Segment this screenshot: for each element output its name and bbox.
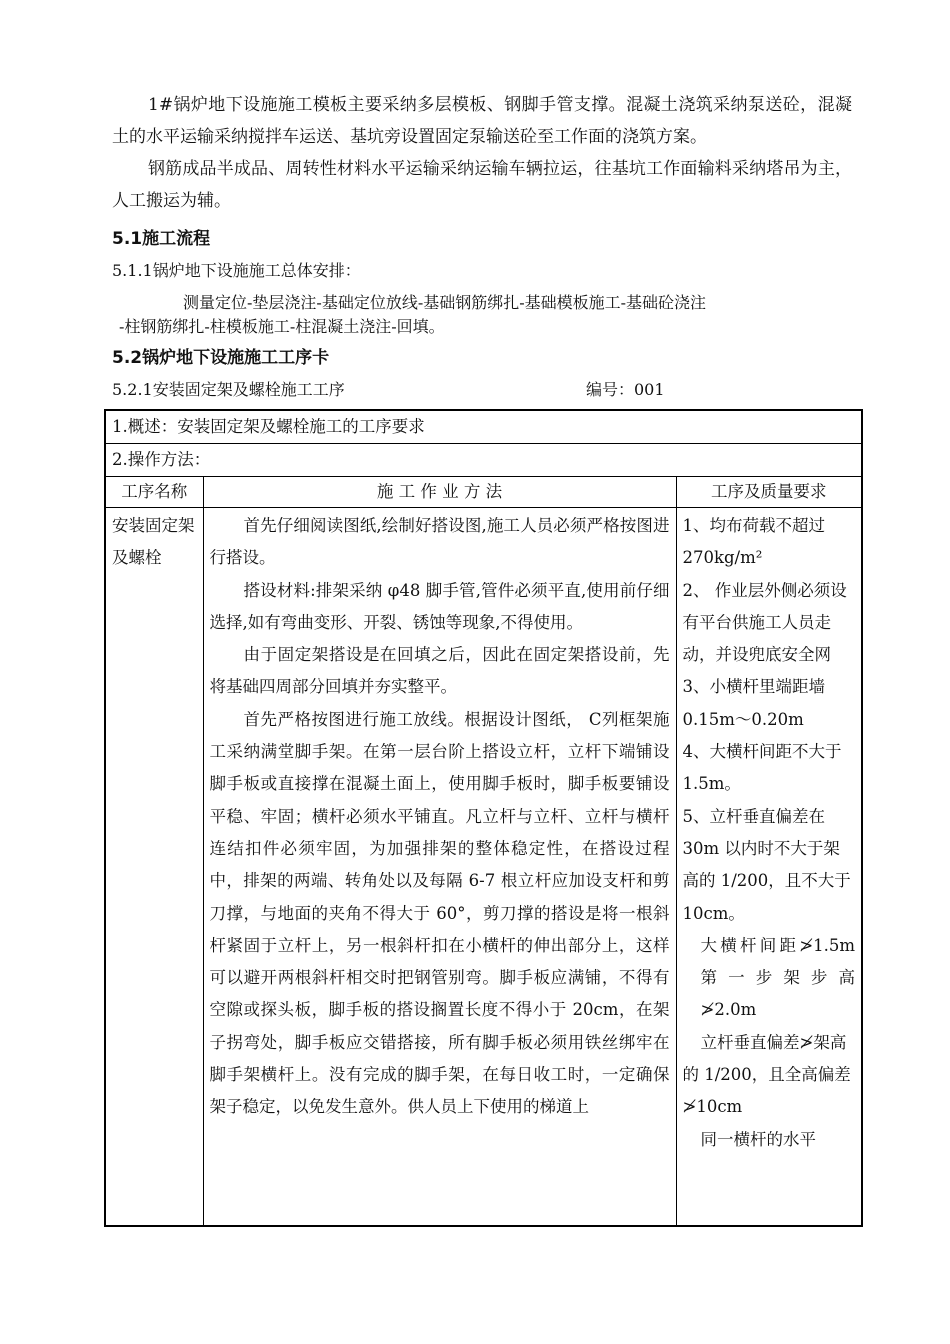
method-cell [203,508,676,1226]
flow-line-2: -柱钢筋绑扎-柱模板施工-柱混凝土浇注-回填。 [119,317,445,336]
intro-paragraph-2: 钢筋成品半成品、周转性材料水平运输采纳运输车辆拉运，往基坑工作面输料采纳塔吊为主，人工搬运为辅。 [112,159,852,211]
section-5-1-1-title: 5.1.1锅炉地下设施施工总体安排： [112,261,361,280]
process-name-cell: 安装固定架及螺栓 [105,508,203,1226]
requirement-item: 立杆垂直偏差≯架高的 1/200，且全高偏差≯10cm [682,1032,851,1117]
section-5-1-title: 5.1施工流程 [112,229,211,249]
header-method: 施 工 作 业 方 法 [203,477,676,508]
method-paragraph: 首先仔细阅读图纸,绘制好搭设图,施工人员必须严格按图进行搭设。 [209,516,670,568]
requirement-item: 4、大横杆间距不大于 1.5m。 [682,742,842,794]
overview-row: 1.概述：安装固定架及螺栓施工的工序要求 [105,410,862,444]
header-requirements: 工序及质量要求 [676,477,862,508]
requirement-item: 3、小横杆里端距墙 0.15m～0.20m [682,677,825,729]
requirement-item: 5、立杆垂直偏差在 30m 以内时不大于架高的 1/200，且不大于 10cm。 [682,806,851,923]
method-paragraph: 由于固定架搭设是在回填之后，因此在固定架搭设前，先将基础四周部分回填并夯实整平。 [209,645,670,697]
requirement-item: 同一横杆的水平 [700,1129,816,1149]
method-label-row: 2.操作方法： [105,444,862,477]
section-5-2-1-title: 5.2.1安装固定架及螺栓施工工序 [112,380,345,399]
process-card-table [104,409,863,1227]
method-paragraph: 搭设材料:排架采纳 φ48 脚手管,管件必须平直,使用前仔细选择,如有弯曲变形、开裂、锈蚀等现象,不得使用。 [209,580,670,632]
section-5-2-title: 5.2锅炉地下设施施工工序卡 [112,348,330,368]
requirements-cell [676,508,862,1226]
method-paragraph: 首先严格按图进行施工放线。根据设计图纸， C列框架施工采纳满堂脚手架。在第一层台阶上搭设立杆，立杆下端铺设脚手板或直接撑在混凝土面上，使用脚手板时，脚手板要铺设平稳、牢固；横杆必须水平铺直。凡立杆与立杆、立杆与横杆连结扣件必须牢固，为加强排架的整体稳定性，在搭设过程中，排架的两端、转角处以及每隔 6-7 根立杆应加设支杆和剪刀撑，与地面的夹角不得大于 60°，剪刀撑的搭设是将一根斜杆紧固于立杆上，另一根斜杆扣在小横杆的伸出部分上，这样可以避开两根斜杆相交时把钢管别弯。脚手板应满铺，不得有空隙或探头板，脚手板的搭设搁置长度不得小于 20cm，在架子拐弯处，脚手板应交错搭接，所有脚手板必须用铁丝绑牢在脚手架横杆上。没有完成的脚手架，在每日收工时，一定确保架子稳定，以免发生意外。供人员上下使用的梯道上 [209,709,670,1117]
requirement-item: 第一步架步高≯2.0m [700,968,856,1020]
requirement-item: 大横杆间距≯1.5m [700,935,856,955]
requirement-item: 1、均布荷载不超过 270kg/m² [682,516,825,568]
requirement-item: 2、 作业层外侧必须设有平台供施工人员走动，并设兜底安全网 [682,580,847,665]
intro-paragraph-1: 1#锅炉地下设施施工模板主要采纳多层模板、钢脚手管支撑。混凝土浇筑采纳泵送砼，混凝土的水平运输采纳搅拌车运送、基坑旁设置固定泵输送砼至工作面的浇筑方案。 [112,95,852,147]
header-process-name: 工序名称 [105,477,203,508]
card-code: 编号：001 [586,380,665,399]
flow-line-1: 测量定位-垫层浇注-基础定位放线-基础钢筋绑扎-基础模板施工-基础砼浇注 [183,293,707,312]
